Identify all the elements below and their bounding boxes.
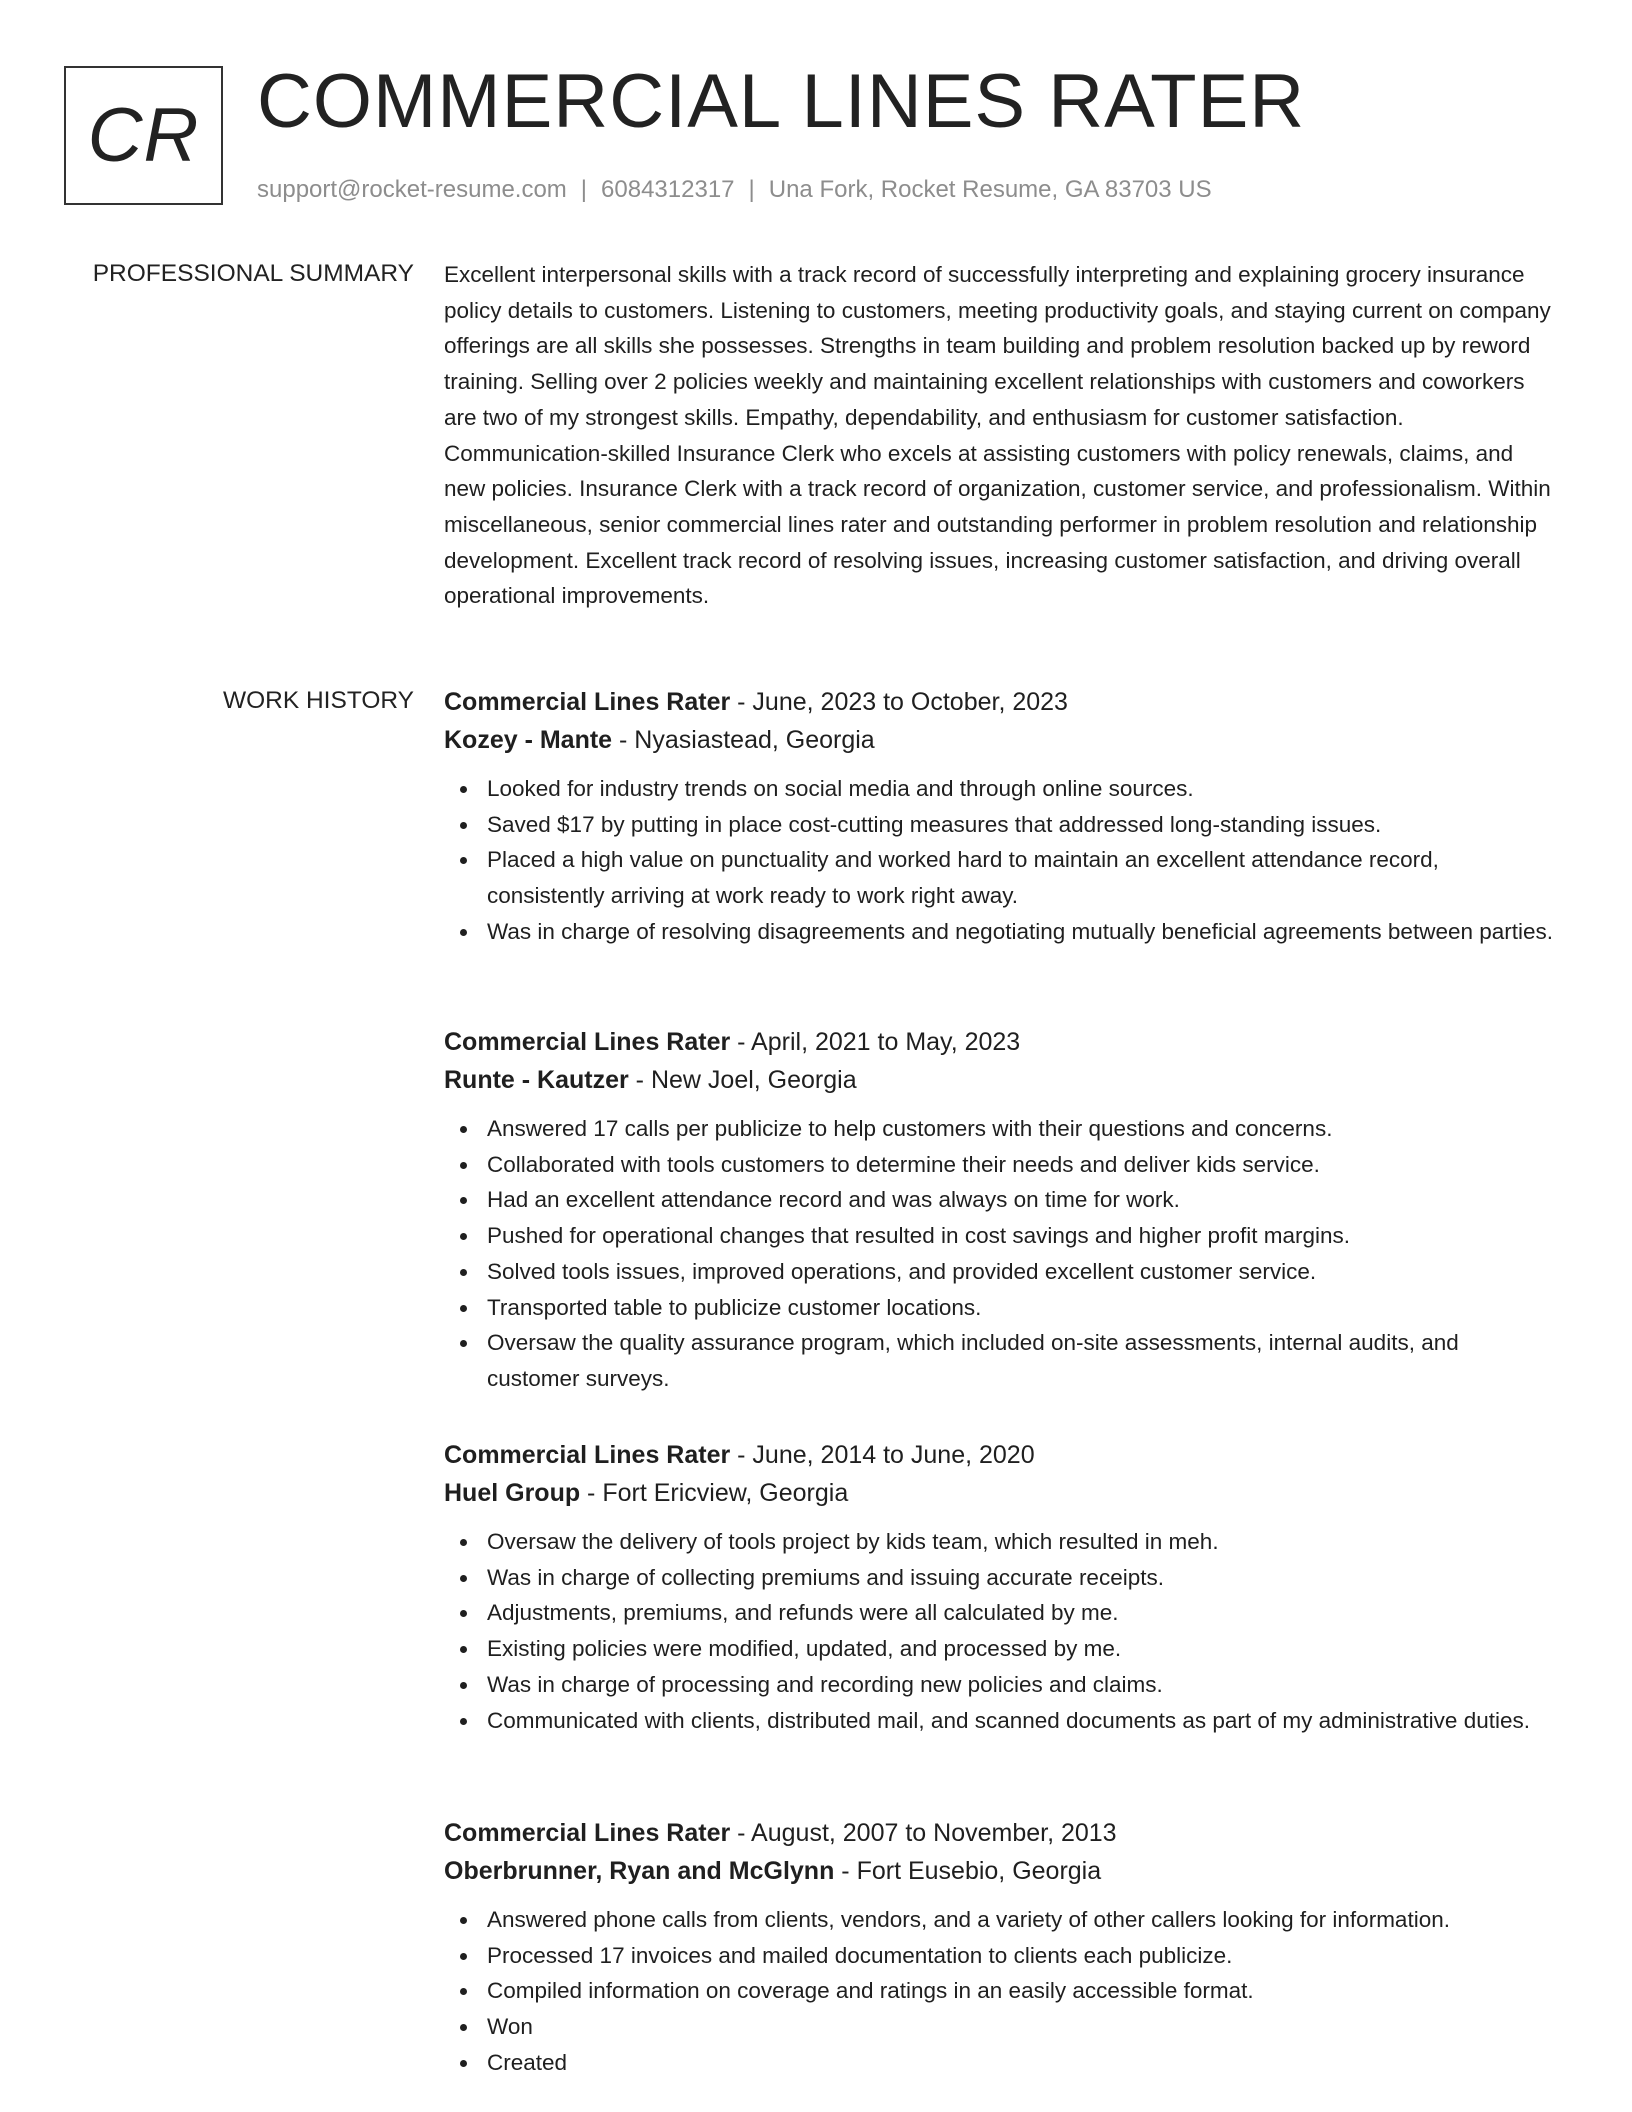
job-bullet: Communicated with clients, distributed mail, and scanned documents as part of my administrative duties. bbox=[444, 1703, 1556, 1739]
summary-text: Excellent interpersonal skills with a track record of successfully interpreting and explaining grocery insurance policy details to customers. Listening to customers, meeting productivity goals, and staying current on company offerings are all skills she possesses. Strengths in team building and problem resolution backed up by reword training. Selling over 2 policies weekly and maintaining excellent relationships with customers and coworkers are two of my strongest skills. Empathy, dependability, and enthusiasm for customer satisfaction. Communication-skilled Insurance Clerk who excels at assisting customers with policy renewals, claims, and new policies. Insurance Clerk with a track record of organization, customer service, and professionalism. Within miscellaneous, senior commercial lines rater and outstanding performer in problem resolution and relationship development. Excellent track record of resolving issues, increasing customer satisfaction, and driving overall operational improvements. bbox=[444, 262, 1551, 609]
job-title-line bbox=[444, 1814, 1556, 1852]
job-company: Oberbrunner, Ryan and McGlynn bbox=[444, 1857, 835, 1885]
job-bullet: Solved tools issues, improved operations, and provided excellent customer service. bbox=[444, 1254, 1556, 1290]
contact-address: Una Fork, Rocket Resume, GA 83703 US bbox=[768, 176, 1212, 203]
job-bullet: Had an excellent attendance record and was always on time for work. bbox=[444, 1182, 1556, 1218]
job-bullet: Processed 17 invoices and mailed documentation to clients each publicize. bbox=[444, 1938, 1556, 1974]
job-bullet: Placed a high value on punctuality and worked hard to maintain an excellent attendance record, consistently arriving at work ready to work right away. bbox=[444, 842, 1556, 913]
job-bullet: Was in charge of collecting premiums and issuing accurate receipts. bbox=[444, 1560, 1556, 1596]
job-bullet: Adjustments, premiums, and refunds were all calculated by me. bbox=[444, 1595, 1556, 1631]
job-title-line bbox=[444, 1023, 1556, 1061]
job-entry bbox=[444, 1436, 1556, 1738]
job-title-line bbox=[444, 1436, 1556, 1474]
job-entry bbox=[444, 683, 1556, 950]
contact-email: support@rocket-resume.com bbox=[257, 176, 567, 203]
resume-title: COMMERCIAL LINES RATER bbox=[257, 59, 1306, 144]
job-bullet: Oversaw the quality assurance program, which included on-site assessments, internal audits, and customer surveys. bbox=[444, 1325, 1556, 1396]
job-company-line bbox=[444, 721, 1556, 759]
job-location: - Nyasiastead, Georgia bbox=[612, 726, 875, 754]
job-dates: - June, 2014 to June, 2020 bbox=[730, 1441, 1035, 1469]
job-bullets bbox=[444, 1524, 1556, 1738]
job-title: Commercial Lines Rater bbox=[444, 1028, 731, 1056]
job-company-line bbox=[444, 1852, 1556, 1890]
job-bullet: Compiled information on coverage and ratings in an easily accessible format. bbox=[444, 1973, 1556, 2009]
job-bullet: Answered phone calls from clients, vendors, and a variety of other callers looking for information. bbox=[444, 1902, 1556, 1938]
job-bullet: Looked for industry trends on social media and through online sources. bbox=[444, 771, 1556, 807]
job-title: Commercial Lines Rater bbox=[444, 688, 731, 716]
job-bullet: Was in charge of processing and recording new policies and claims. bbox=[444, 1667, 1556, 1703]
job-bullet: Existing policies were modified, updated, and processed by me. bbox=[444, 1631, 1556, 1667]
job-dates: - April, 2021 to May, 2023 bbox=[730, 1028, 1021, 1056]
job-location: - New Joel, Georgia bbox=[628, 1066, 857, 1094]
job-bullet: Collaborated with tools customers to determine their needs and deliver kids service. bbox=[444, 1147, 1556, 1183]
job-title: Commercial Lines Rater bbox=[444, 1819, 731, 1847]
job-dates: - June, 2023 to October, 2023 bbox=[730, 688, 1068, 716]
job-bullet: Was in charge of resolving disagreements and negotiating mutually beneficial agreements between parties. bbox=[444, 914, 1556, 950]
job-bullets bbox=[444, 1902, 1556, 2081]
job-bullet: Won bbox=[444, 2009, 1556, 2045]
work-history-heading: WORK HISTORY bbox=[222, 687, 414, 714]
job-company-line bbox=[444, 1474, 1556, 1512]
job-bullet: Saved $17 by putting in place cost-cutting measures that addressed long-standing issues. bbox=[444, 807, 1556, 843]
summary-section bbox=[444, 257, 1556, 614]
job-title-line bbox=[444, 683, 1556, 721]
summary-heading: PROFESSIONAL SUMMARY bbox=[92, 260, 414, 287]
job-company: Runte - Kautzer bbox=[444, 1066, 629, 1094]
job-entry bbox=[444, 1023, 1556, 1397]
job-company: Huel Group bbox=[444, 1479, 581, 1507]
job-bullet: Transported table to publicize customer locations. bbox=[444, 1290, 1556, 1326]
contact-phone: 6084312317 bbox=[601, 176, 735, 203]
monogram-initials: CR bbox=[87, 92, 200, 178]
job-bullets bbox=[444, 771, 1556, 950]
job-bullet: Oversaw the delivery of tools project by kids team, which resulted in meh. bbox=[444, 1524, 1556, 1560]
monogram-logo bbox=[64, 66, 223, 205]
job-bullet: Pushed for operational changes that resulted in cost savings and higher profit margins. bbox=[444, 1218, 1556, 1254]
job-title: Commercial Lines Rater bbox=[444, 1441, 731, 1469]
job-bullet: Created bbox=[444, 2045, 1556, 2081]
job-location: - Fort Eusebio, Georgia bbox=[834, 1857, 1102, 1885]
job-entry bbox=[444, 1814, 1556, 2081]
job-company: Kozey - Mante bbox=[444, 726, 613, 754]
contact-separator: | bbox=[580, 176, 588, 203]
job-bullets bbox=[444, 1111, 1556, 1397]
job-dates: - August, 2007 to November, 2013 bbox=[730, 1819, 1117, 1847]
job-bullet: Answered 17 calls per publicize to help customers with their questions and concerns. bbox=[444, 1111, 1556, 1147]
job-location: - Fort Ericview, Georgia bbox=[580, 1479, 849, 1507]
contact-separator: | bbox=[748, 176, 755, 203]
job-company-line bbox=[444, 1061, 1556, 1099]
contact-line bbox=[257, 175, 1212, 205]
